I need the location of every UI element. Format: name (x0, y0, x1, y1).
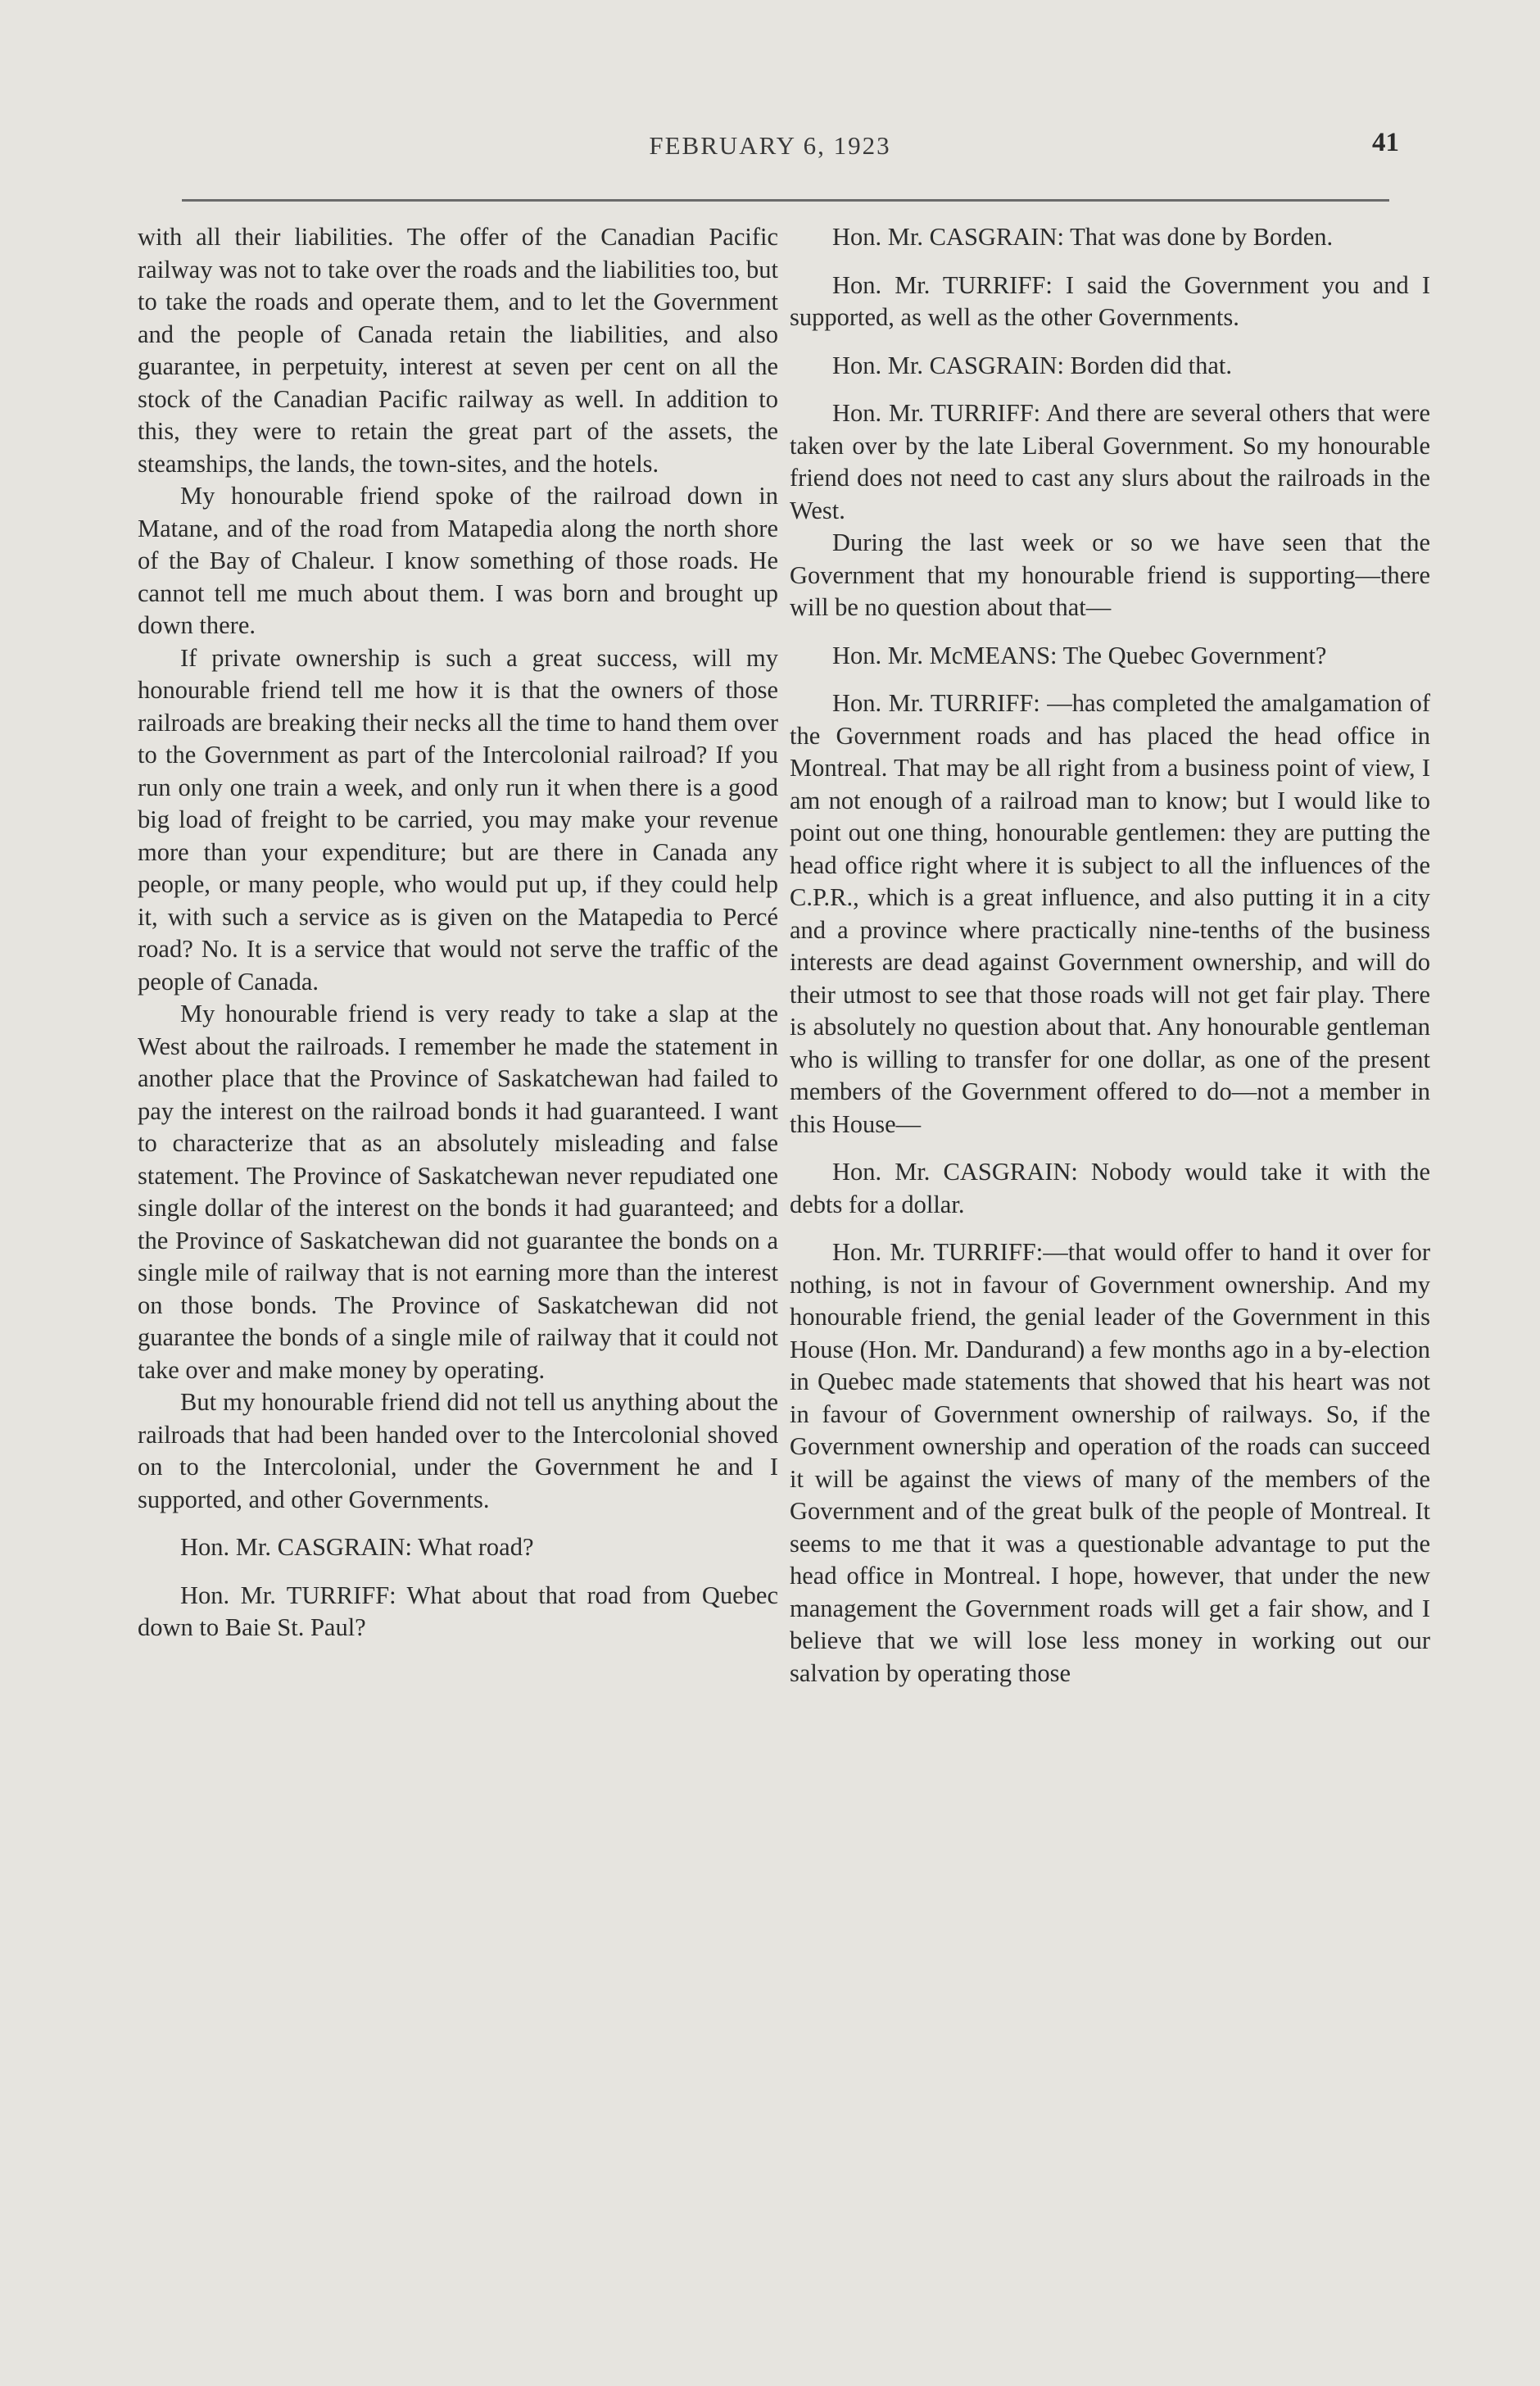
speaker-paragraph: Hon. Mr. CASGRAIN: Borden did that. (832, 351, 1232, 379)
speaker-paragraph: Hon. Mr. TURRIFF: I said the Government you and I supported, as well as the other Governments. (790, 270, 1430, 331)
paragraph: with all their liabilities. The offer of the Canadian Pacific railway was not to take over the roads and the liabilities too, but to take the roads and operate them, and to let the Government and the people of Canada retain the liabilities, and also guarantee, in perpetuity, interest at seven per cent on all the stock of the Canadian Pacific railway as well. In addition to this, they were to retain the great part of the assets, the steamships, the lands, the town-sites, and the hotels. (138, 223, 778, 478)
paragraph: But my honourable friend did not tell us anything about the railroads that had been handed over to the Intercolonial shoved on to the Intercolonial, under the Government he and I supported, and other Governments. (138, 1388, 778, 1513)
left-column (138, 221, 778, 1644)
running-head-date: FEBRUARY 6, 1923 (649, 131, 891, 160)
speaker-paragraph: Hon. Mr. TURRIFF: What about that road from Quebec down to Baie St. Paul? (138, 1581, 778, 1641)
right-column (790, 221, 1430, 1690)
paragraph: My honourable friend is very ready to take a slap at the West about the railroads. I remember he made the statement in another place that the Province of Saskatchewan had failed to pay the interest on the railroad bonds it had guaranteed. I want to characterize that as an absolutely misleading and false statement. The Province of Saskatchewan never repudiated one single dollar of the interest on the bonds it had guaranteed; and the Province of Saskatchewan did not guarantee the bonds on a single mile of railway that is not earning more than the interest on those bonds. The Province of Saskatchewan did not guarantee the bonds of a single mile of railway that it could not take over and make money by operating. (138, 1000, 778, 1384)
speaker-paragraph: Hon. Mr. McMEANS: The Quebec Government? (832, 641, 1327, 669)
speaker-paragraph: Hon. Mr. CASGRAIN: Nobody would take it with the debts for a dollar. (790, 1158, 1430, 1218)
speaker-paragraph: Hon. Mr. TURRIFF: —has completed the amalgamation of the Government roads and has placed the head office in Montreal. That may be all right from a business point of view, I am not enough of a railroad man to know; but I would like to point out one thing, honourable gentlemen: they are putting the head office right where it is subject to all the influences of the C.P.R., which is a great influence, and also putting it in a city and a province where practically nine-tenths of the business interests are dead against Government ownership, and will do their utmost to see that those roads will not get fair play. There is absolutely no question about that. Any honourable gentleman who is willing to transfer for one dollar, as one of the present members of the Government offered to do—not a member in this House— (790, 689, 1430, 1138)
speaker-paragraph: Hon. Mr. CASGRAIN: That was done by Borden. (832, 223, 1334, 251)
paragraph: If private ownership is such a great success, will my honourable friend tell me how it is that the owners of those railroads are breaking their necks all the time to hand them over to the Government as part of the Intercolonial railroad? If you run only one train a week, and only run it when there is a good big load of freight to be carried, you may make your revenue more than your expenditure; but are there in Canada any people, or many people, who would put up, if they could help it, with such a service as is given on the Matapedia to Percé road? No. It is a service that would not serve the traffic of the people of Canada. (138, 643, 778, 996)
header-rule (182, 199, 1389, 202)
page-number: 41 (1372, 128, 1399, 157)
speaker-paragraph: Hon. Mr. TURRIFF:—that would offer to hand it over for nothing, is not in favour of Government ownership. And my honourable friend, the genial leader of the Government in this House (Hon. Mr. Dandurand) a few months ago in a by-election in Quebec made statements that showed that his heart was not in favour of Government ownership of railways. So, if the Government ownership and operation of the roads can succeed it will be against the views of many of the members of the Government and of the great bulk of the people of Montreal. It seems to me that it was a questionable advantage to put the head office in Montreal. I hope, however, that under the new management the Government roads will get a fair show, and I believe that we will lose less money in working out our salvation by operating those (790, 1238, 1430, 1687)
speaker-paragraph: Hon. Mr. CASGRAIN: What road? (180, 1533, 534, 1561)
paragraph: My honourable friend spoke of the railroad down in Matane, and of the road from Matapedia along the north shore of the Bay of Chaleur. I know something of those roads. He cannot tell me much about them. I was born and brought up down there. (138, 482, 778, 639)
speaker-paragraph: Hon. Mr. TURRIFF: And there are several others that were taken over by the late Liberal Government. So my honourable friend does not need to cast any slurs about the railroads in the West. (790, 399, 1430, 524)
paragraph: During the last week or so we have seen that the Government that my honourable friend is supporting—there will be no question about that— (790, 528, 1430, 621)
